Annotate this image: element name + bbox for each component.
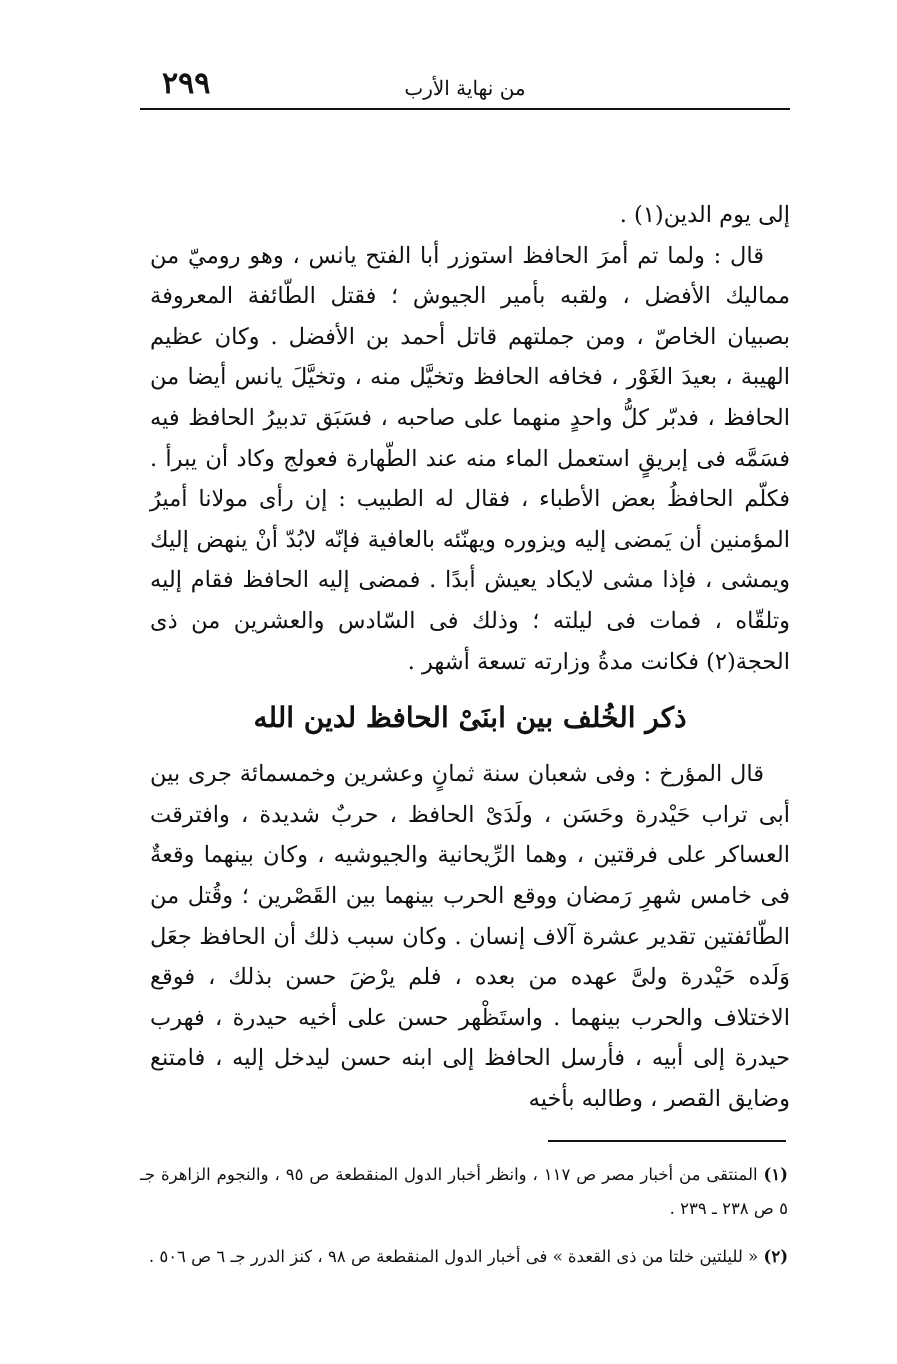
body-text	[150, 195, 790, 1119]
header-rule	[140, 108, 790, 110]
paragraph-vizier-yanis: قال : ولما تم أمرَ الحافظ استوزر أبا الفتح يانس ، وهو روميّ من مماليك الأفضل ، ولقبه بأمير الجيوش ؛ فقتل الطّائفة المعروفة بصبيان الخاصّ ، ومن جملتهم قاتل أحمد بن الأفضل . وكان عظيم الهيبة ، بعيدَ الغَوْر ، فخافه الحافظ وتخيَّل منه ، وتخيَّلَ يانس أيضا من الحافظ ، فدبّر كلُّ واحدٍ منهما على صاحبه ، فسَبَق تدبيرُ الحافظ فيه فسَمَّه فى إبريقٍ استعمل الماء منه عند الطّهارة فعولج وكاد أن يبرأ . فكلّم الحافظُ بعض الأطباء ، فقال له الطبيب : إن رأى مولانا أميرُ المؤمنين أن يَمضى إليه ويزوره ويهنّئه بالعافية فإنّه لابُدّ أنْ ينهض إليك ويمشى ، فإذا مشى لايكاد يعيش أبدًا . فمضى إليه الحافظ فقام إليه وتلقّاه ، فمات فى ليلته ؛ وذلك فى السّادس والعشرين من ذى الحجة(٢) فكانت مدةُ وزارته تسعة أشهر .	[150, 242, 790, 675]
footnote-1-mark: (١)	[763, 1165, 788, 1184]
footnote-2	[140, 1240, 788, 1274]
running-title: من نهاية الأرب	[404, 76, 526, 100]
footnote-2-mark: (٢)	[763, 1247, 788, 1266]
footnote-1	[140, 1158, 788, 1226]
footnote-1-text: المنتقى من أخبار مصر ص ١١٧ ، وانظر أخبار الدول المنقطعة ص ٩٥ ، والنجوم الزاهرة جـ ٥ ص ٢٣٨ ـ ٢٣٩ .	[140, 1165, 788, 1218]
page-number: ٢٩٩	[162, 66, 211, 101]
footnote-2-text: « لليلتين خلتا من ذى القعدة » فى أخبار الدول المنقطعة ص ٩٨ ، كنز الدرر جـ ٦ ص ٥٠٦ .	[148, 1247, 759, 1266]
paragraph-sons-conflict: قال المؤرخ : وفى شعبان سنة ثمانٍ وعشرين وخمسمائة جرى بين أبى تراب حَيْدرة وحَسَن ، ولَدَىْ الحافظ ، حربٌ شديدة ، وافترقت العساكر على فرقتين ، وهما الرِّيحانية والجيوشيه ، وكان بينهما وقعةٌ فى خامس شهرِ رَمضان ووقع الحرب بينهما بين القَصْرين ؛ وقُتل من الطّائفتين تقدير عشرة آلاف إنسان . وكان سبب ذلك أن الحافظ جعَل وَلَده حَيْدرة ولىَّ عهده من بعده ، فلم يرْضَ حسن بذلك ، فوقع الاختلاف والحرب بينهما . واستَظْهر حسن على أخيه حيدرة ، فهرب حيدرة إلى أبيه ، فأرسل الحافظ إلى ابنه حسن ليدخل إليه ، فامتنع وضايق القصر ، وطالبه بأخيه	[150, 761, 790, 1112]
footnotes	[140, 1158, 788, 1288]
running-header	[140, 66, 790, 110]
section-heading: ذكر الخُلف بين ابنَىْ الحافظ لدين الله	[253, 701, 687, 735]
paragraph-continuation: إلى يوم الدين(١) .	[619, 202, 790, 228]
footnote-rule	[548, 1140, 786, 1142]
